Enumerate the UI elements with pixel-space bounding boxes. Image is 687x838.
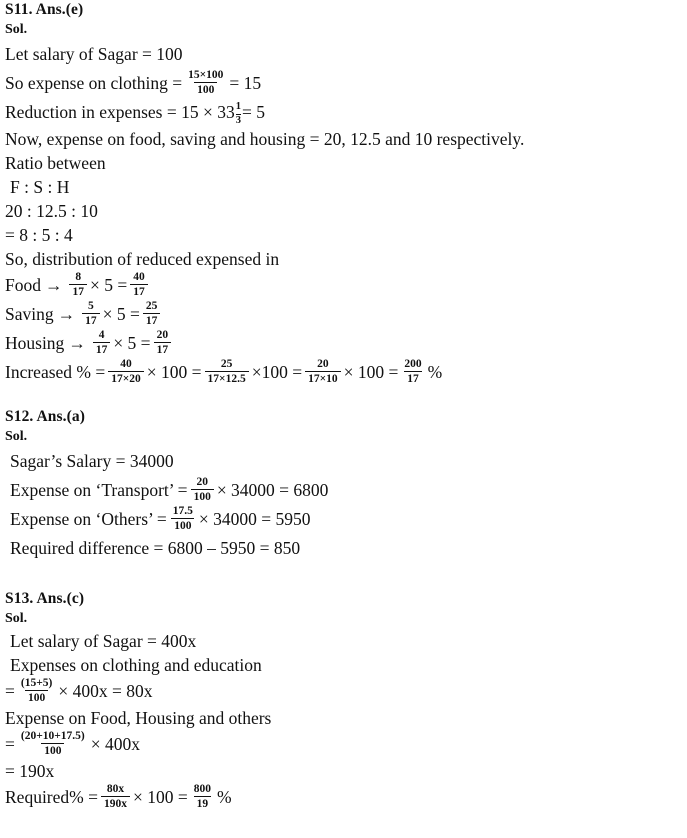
- s13-required-label: Required% =: [5, 787, 98, 807]
- fraction-numerator: 25: [145, 299, 158, 312]
- fraction-numerator: 40: [133, 270, 145, 283]
- s11-clothing-result: = 15: [229, 73, 262, 93]
- s11-expenses-note-text: Now, expense on food, saving and housing = 20, 12.5 and 10 respectively.: [5, 129, 525, 149]
- s13-required-fraction: [101, 783, 130, 810]
- s13-clothing-education-result: × 400x = 80x: [58, 681, 153, 701]
- fraction-denominator: 17: [404, 371, 422, 385]
- solution-heading-s13: S13. Ans.(c): [5, 590, 85, 607]
- solution-heading-s12: S12. Ans.(a): [5, 408, 86, 425]
- s11-saving-fraction: [82, 300, 100, 327]
- fraction-denominator: 100: [171, 518, 194, 532]
- fraction-denominator: 17: [154, 342, 172, 356]
- section-gap-1: [0, 387, 687, 407]
- solution-block-s13: [0, 589, 687, 812]
- s11-housing-label: Housing: [5, 333, 65, 353]
- s13-line-clothing-education: [5, 677, 687, 706]
- fraction-numerator: 20: [196, 475, 208, 488]
- fraction-denominator: 100: [25, 690, 48, 704]
- s11-line-food: [5, 271, 687, 300]
- fraction-numerator: 20: [156, 328, 169, 341]
- fraction-denominator: 17: [69, 284, 87, 298]
- s13-line-food-housing-label: [5, 706, 687, 730]
- s13-food-housing-result-text: = 190x: [5, 761, 55, 781]
- s11-increased-fraction-3: [305, 358, 341, 385]
- s11-ratio-simplified-text: = 8 : 5 : 4: [5, 225, 73, 245]
- s11-line-increased-percent: [5, 358, 687, 387]
- fraction-denominator: 100: [41, 743, 64, 757]
- s11-line-housing: [5, 329, 687, 358]
- s11-clothing-label: So expense on clothing =: [5, 73, 183, 93]
- s13-equals-2: =: [5, 734, 15, 754]
- s13-clothing-education-fraction: [18, 677, 55, 704]
- s13-required-operator: × 100 =: [132, 787, 188, 807]
- s11-increased-label: Increased % =: [5, 362, 106, 382]
- s11-increased-op-2: ×100 =: [251, 362, 303, 382]
- sol-label-s11: Sol.: [5, 22, 28, 37]
- s12-others-fraction: [170, 505, 196, 532]
- s11-saving-operator: × 5 =: [102, 304, 140, 324]
- fraction-denominator: 17: [93, 342, 111, 356]
- s12-salary-text: Sagar’s Salary = 34000: [10, 451, 174, 471]
- s13-food-housing-fraction: [18, 730, 88, 757]
- s11-line-reduction: [5, 98, 687, 127]
- s12-transport-label: Expense on ‘Transport’ =: [10, 480, 188, 500]
- s11-clothing-fraction: [185, 69, 226, 96]
- section-gap-2: [0, 563, 687, 589]
- s13-food-housing-operand: × 400x: [90, 734, 141, 754]
- s12-transport-result: × 34000 = 6800: [216, 480, 329, 500]
- fraction-numerator: 1: [235, 101, 241, 113]
- solution-block-s12: [0, 407, 687, 563]
- fraction-numerator: 8: [75, 270, 82, 283]
- s11-line-ratio-values: [5, 199, 687, 223]
- s12-line-transport: [5, 476, 687, 505]
- fraction-numerator: 800: [193, 782, 211, 795]
- s13-line-required-percent: [5, 783, 687, 812]
- s11-reduction-label: Reduction in expenses = 15 × 33: [5, 102, 235, 122]
- s13-salary-text: Let salary of Sagar = 400x: [10, 631, 197, 651]
- s11-line-salary: [5, 40, 687, 69]
- s11-food-label: Food: [5, 275, 41, 295]
- s11-increased-fraction-2: [205, 358, 249, 385]
- fraction-numerator: 200: [404, 357, 422, 370]
- s11-ratio-headers-text: F : S : H: [10, 177, 70, 197]
- s13-line-food-housing-result: [5, 759, 687, 783]
- fraction-denominator: 100: [194, 82, 217, 96]
- right-arrow-icon: →: [57, 304, 76, 324]
- fraction-numerator: 20: [317, 357, 329, 370]
- fraction-denominator: 17×12.5: [205, 371, 249, 385]
- fraction-numerator: 80x: [106, 782, 125, 795]
- fraction-denominator: 17×20: [108, 371, 144, 385]
- s12-others-result: × 34000 = 5950: [198, 509, 311, 529]
- fraction-denominator: 3: [235, 114, 241, 126]
- s11-food-fraction: [69, 271, 87, 298]
- s11-reduction-mixed-fraction: [236, 101, 241, 125]
- s11-increased-percent-sign: %: [427, 362, 443, 382]
- s13-food-housing-label-text: Expense on Food, Housing and others: [5, 708, 272, 728]
- s11-salary-text: Let salary of Sagar = 100: [5, 44, 183, 64]
- s11-food-operator: × 5 =: [89, 275, 128, 295]
- s11-housing-operator: × 5 =: [113, 333, 151, 353]
- sol-label-s12: Sol.: [5, 429, 28, 444]
- s13-line-expenses-label: [5, 653, 687, 677]
- s12-line-salary: [5, 447, 687, 476]
- fraction-numerator: 17.5: [172, 504, 193, 517]
- s11-line-saving: [5, 300, 687, 329]
- fraction-numerator: 15×100: [188, 68, 224, 81]
- s11-increased-op-1: × 100 =: [146, 362, 202, 382]
- s13-line-salary: [5, 629, 687, 653]
- fraction-numerator: 25: [220, 357, 233, 370]
- fraction-denominator: 17: [82, 313, 100, 327]
- s12-line-difference: [5, 534, 687, 563]
- s12-others-label: Expense on ‘Others’ =: [10, 509, 167, 529]
- fraction-numerator: (15+5): [20, 676, 53, 689]
- fraction-denominator: 100: [191, 489, 214, 503]
- fraction-numerator: 5: [88, 299, 94, 312]
- s11-line-clothing: [5, 69, 687, 98]
- s11-line-ratio-between: [5, 151, 687, 175]
- s11-line-distribution-note: [5, 247, 687, 271]
- s12-transport-fraction: [191, 476, 214, 503]
- fraction-denominator: 17: [143, 313, 161, 327]
- s11-housing-result-fraction: [154, 329, 172, 356]
- s11-saving-label: Saving: [5, 304, 54, 324]
- s11-line-expenses-note: [5, 127, 687, 151]
- right-arrow-icon: →: [44, 275, 63, 295]
- solution-heading-s11: S11. Ans.(e): [5, 1, 84, 18]
- s11-distribution-note-text: So, distribution of reduced expensed in: [5, 249, 280, 269]
- s11-saving-result-fraction: [143, 300, 161, 327]
- s11-ratio-between-text: Ratio between: [5, 153, 106, 173]
- sol-label-s13: Sol.: [5, 611, 28, 626]
- s11-line-ratio-headers: [5, 175, 687, 199]
- s11-increased-op-3: × 100 =: [343, 362, 399, 382]
- solution-block-s11: [0, 0, 687, 387]
- s13-expenses-label-text: Expenses on clothing and education: [10, 655, 262, 675]
- s13-line-food-housing-calc: [5, 730, 687, 759]
- fraction-denominator: 19: [194, 796, 212, 810]
- s11-increased-fraction-1: [108, 358, 144, 385]
- fraction-denominator: 190x: [101, 796, 130, 810]
- fraction-denominator: 17: [130, 284, 148, 298]
- s13-required-result-fraction: [191, 783, 214, 810]
- right-arrow-icon: →: [68, 333, 86, 353]
- fraction-numerator: 40: [120, 357, 132, 370]
- s11-food-result-fraction: [130, 271, 148, 298]
- fraction-numerator: 4: [98, 328, 105, 341]
- s12-line-others: [5, 505, 687, 534]
- fraction-denominator: 17×10: [305, 371, 341, 385]
- s11-ratio-values-text: 20 : 12.5 : 10: [5, 201, 98, 221]
- s11-increased-fraction-4: [401, 358, 424, 385]
- s13-equals-1: =: [5, 681, 15, 701]
- s12-difference-text: Required difference = 6800 – 5950 = 850: [10, 538, 301, 558]
- s11-line-ratio-simplified: [5, 223, 687, 247]
- s11-reduction-result: = 5: [241, 102, 265, 122]
- s11-housing-fraction: [93, 329, 111, 356]
- fraction-numerator: (20+10+17.5): [20, 729, 85, 742]
- s13-required-percent-sign: %: [216, 787, 232, 807]
